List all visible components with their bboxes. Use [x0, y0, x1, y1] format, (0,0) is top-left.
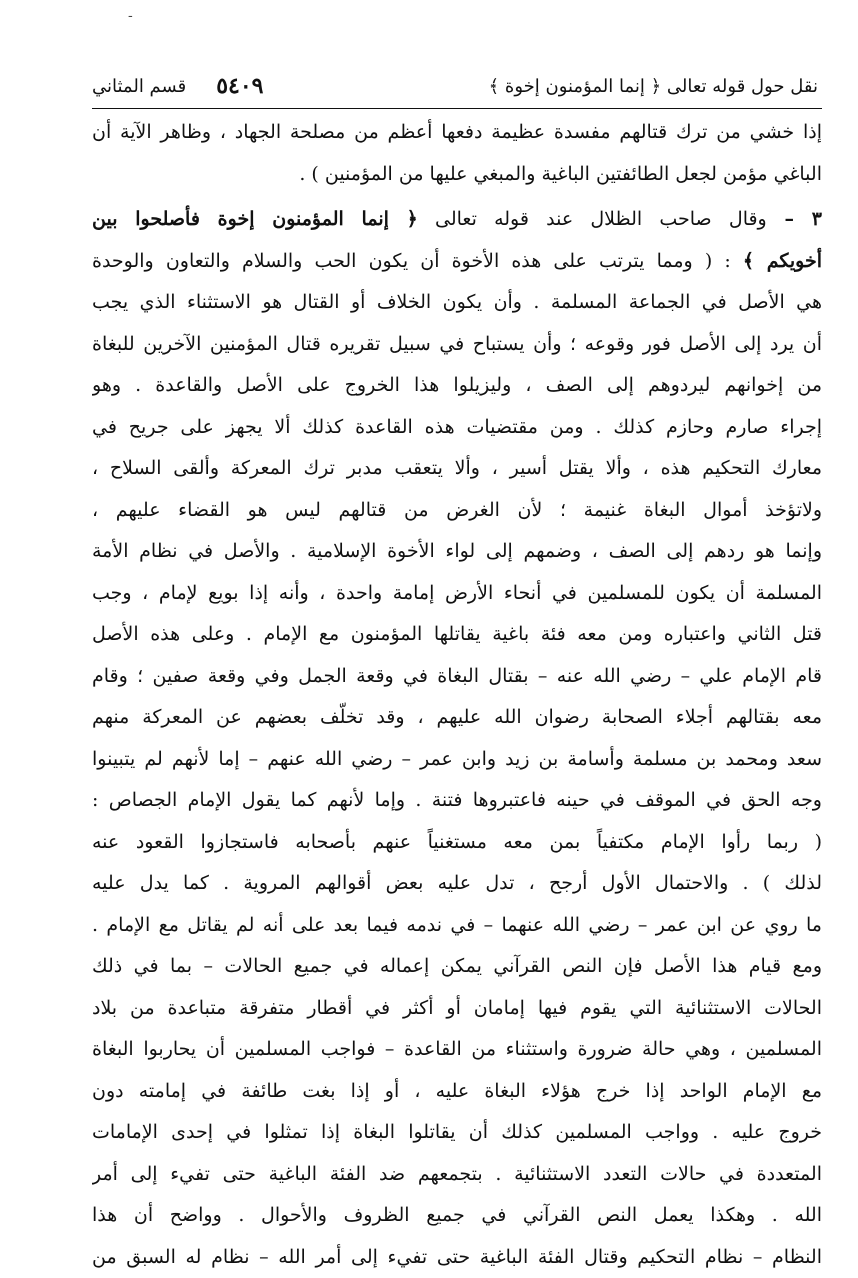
text-line: معارك التحكيم هذه ، وألا يقتل أسير ، وألا يتعقب مدبر ترك المعركة وألقى السلاح ، [92, 448, 822, 490]
paragraph-1 [92, 112, 822, 195]
text-line [92, 199, 822, 241]
text-run: وقال صاحب الظلال عند قوله تعالى [418, 208, 767, 230]
text-line: قام الإمام علي – رضي الله عنه – بقتال البغاة في وقعة الجمل وفي وقعة صفين ؛ وقام [92, 656, 822, 698]
header-left-group [92, 73, 263, 99]
text-line: الحالات الاستثنائية التي يقوم فيها إمامان أو أكثر في أقطار متفرقة متباعدة من بلاد [92, 988, 822, 1030]
quran-quote: ﴿ إنما المؤمنون إخوة فأصلحوا بين [92, 208, 418, 230]
text-line: لذلك ) . والاحتمال الأول أرجح ، تدل عليه بعض أقوالهم المروية . كما يدل عليه [92, 863, 822, 905]
page-number: ٥٤٠٩ [216, 73, 263, 99]
text-line: المسلمة أن يكون للمسلمين في أنحاء الأرض إمامة واحدة ، وأنه إذا بويع لإمام ، وجب [92, 573, 822, 615]
text-line [92, 241, 822, 283]
text-line: سعد ومحمد بن مسلمة وأسامة بن زيد وابن عمر – رضي الله عنهم – إما لأنهم لم يتبينوا [92, 739, 822, 781]
text-line: الباغي مؤمن لجعل الطائفتين الباغية والمبغي عليها من المؤمنين ) . [92, 154, 822, 196]
text-line: هي الأصل في الجماعة المسلمة . وأن يكون الخلاف أو القتال هو الاستثناء الذي يجب [92, 282, 822, 324]
text-line: قتل الثاني واعتباره ومن معه فئة باغية يقاتلها المؤمنون مع الإمام . وعلى هذه الأصل [92, 614, 822, 656]
text-line: خروج عليه . وواجب المسلمين كذلك أن يقاتلوا البغاة إذا تمثلوا في إحدى الإمامات [92, 1112, 822, 1154]
item-number: ٣ – [767, 208, 822, 230]
text-line: الله . وهكذا يعمل النص القرآني في جميع الظروف والأحوال . وواضح أن هذا [92, 1195, 822, 1237]
text-line: وإنما هو ردهم إلى الصف ، وضمهم إلى لواء الأخوة الإسلامية . والأصل في نظام الأمة [92, 531, 822, 573]
text-line: وجه الحق في الموقف في حينه فاعتبروها فتنة . وإما لأنهم كما يقول الإمام الجصاص : [92, 780, 822, 822]
text-line: النظام – نظام التحكيم وقتال الفئة الباغية حتى تفيء إلى أمر الله – نظام له السبق من [92, 1237, 822, 1278]
quran-quote-end: أخويكم ﴾ [743, 250, 822, 272]
text-line: المسلمين ، وهي حالة ضرورة واستثناء من القاعدة – فواجب المسلمين أن يحاربوا البغاة [92, 1029, 822, 1071]
stray-mark: - [128, 8, 133, 24]
text-line: أن يرد إلى الأصل فور وقوعه ؛ وأن يستباح في سبيل تقريره قتال المؤمنين الآخرين للبغاة [92, 324, 822, 366]
page-body [92, 112, 822, 1278]
text-run: : ( ومما يترتب على هذه الأخوة أن يكون الحب والسلام والتعاون والوحدة [92, 250, 743, 272]
text-line: ما روي عن ابن عمر – رضي الله عنهما – في ندمه فيما بعد على أنه لم يقاتل مع الإمام . [92, 905, 822, 947]
section-label: قسم المثاني [92, 76, 186, 97]
text-line: مع الإمام الواحد إذا خرج هؤلاء البغاة عليه ، أو إذا بغت طائفة في إمامته دون [92, 1071, 822, 1113]
text-line: إجراء صارم وحازم كذلك . ومن مقتضيات هذه القاعدة كذلك ألا يجهز على جريح في [92, 407, 822, 449]
text-line: معه بقتالهم أجلاء الصحابة رضوان الله عليهم ، وقد تخلّف بعضهم عن المعركة منهم [92, 697, 822, 739]
header-rule [92, 108, 822, 109]
running-title: نقل حول قوله تعالى ﴿ إنما المؤمنون إخوة ﴾ [489, 76, 818, 97]
text-line: ومع قيام هذا الأصل فإن النص القرآني يمكن إعماله في جميع الحالات – بما في ذلك [92, 946, 822, 988]
text-line: من إخوانهم ليردوهم إلى الصف ، وليزيلوا هذا الخروج على الأصل والقاعدة . وهو [92, 365, 822, 407]
text-line: ( ربما رأوا الإمام مكتفياً بمن معه مستغنياً عنهم بأصحابه فاستجازوا القعود عنه [92, 822, 822, 864]
text-line: إذا خشي من ترك قتالهم مفسدة عظيمة دفعها أعظم من مصلحة الجهاد ، وظاهر الآية أن [92, 112, 822, 154]
paragraph-2 [92, 199, 822, 1278]
page-header [92, 66, 818, 106]
text-line: ولاتؤخذ أموال البغاة غنيمة ؛ لأن الغرض من قتالهم ليس هو القضاء عليهم ، [92, 490, 822, 532]
text-line: المتعددة في حالات التعدد الاستثنائية . بتجمعهم ضد الفئة الباغية حتى تفيء إلى أمر [92, 1154, 822, 1196]
